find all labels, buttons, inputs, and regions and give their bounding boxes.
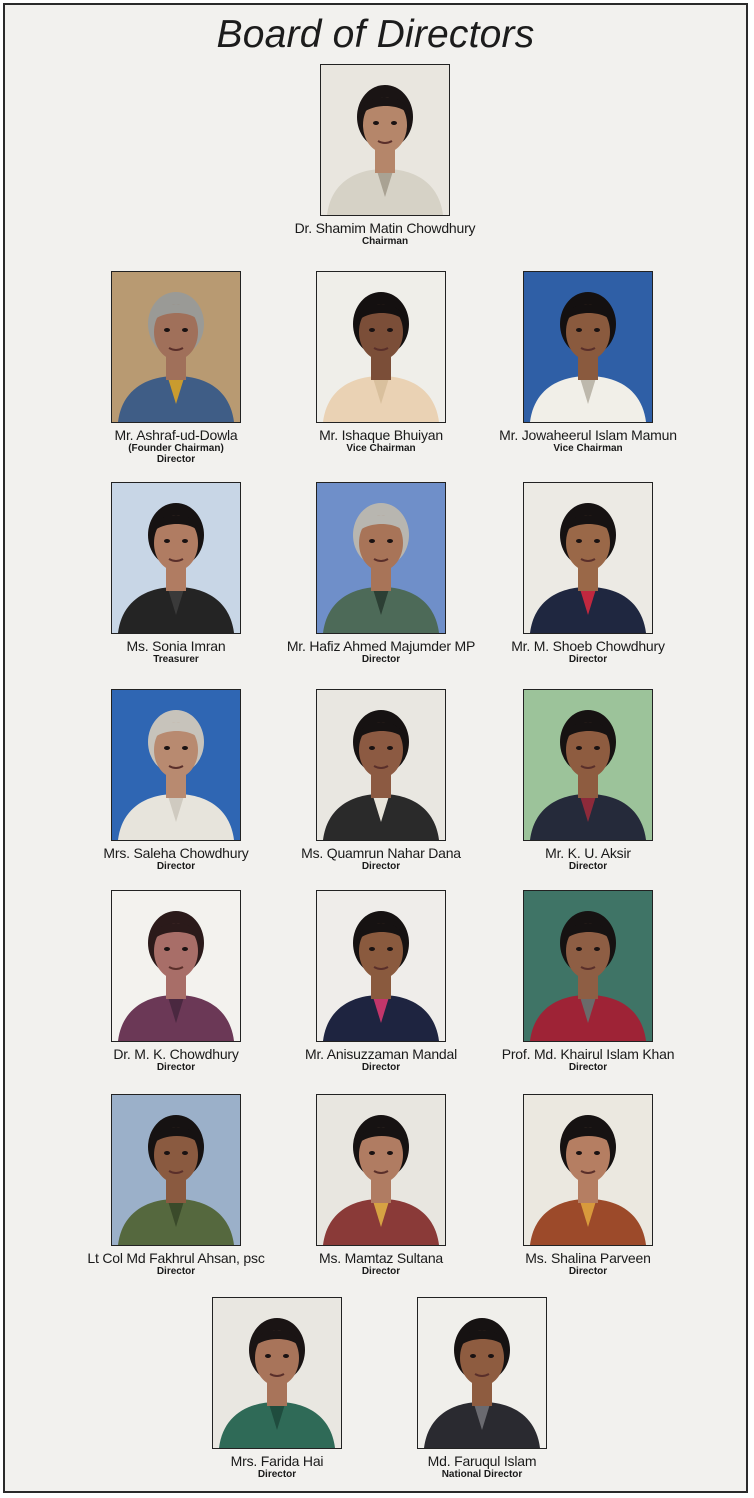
member-name: Mr. Ashraf-ud-Dowla (114, 427, 238, 443)
portrait-photo (111, 482, 241, 634)
member-card (463, 689, 713, 873)
portrait-photo (316, 890, 446, 1042)
member-name: Lt Col Md Fakhrul Ahsan, psc (87, 1250, 265, 1266)
member-role: Chairman (361, 236, 409, 247)
member-role: Director (257, 1469, 297, 1480)
member-name: Mrs. Farida Hai (230, 1453, 324, 1469)
member-name: Dr. Shamim Matin Chowdhury (294, 220, 476, 236)
member-role: Director (361, 1062, 401, 1073)
member-role: Director (156, 1062, 196, 1073)
portrait-photo (320, 64, 450, 216)
member-card (463, 890, 713, 1074)
portrait-image (418, 1298, 546, 1448)
portrait-photo (111, 271, 241, 423)
member-card (463, 1094, 713, 1278)
member-note: (Founder Chairman) (128, 443, 224, 454)
portrait-photo (523, 1094, 653, 1246)
portrait-image (317, 891, 445, 1041)
portrait-image (524, 690, 652, 840)
member-role: Vice Chairman (553, 443, 623, 454)
portrait-image (112, 1095, 240, 1245)
portrait-photo (111, 890, 241, 1042)
member-name: Prof. Md. Khairul Islam Khan (501, 1046, 675, 1062)
member-role: Director (156, 861, 196, 872)
portrait-image (317, 690, 445, 840)
portrait-photo (523, 689, 653, 841)
portrait-photo (316, 271, 446, 423)
member-role: Vice Chairman (346, 443, 416, 454)
portrait-image (524, 272, 652, 422)
member-role: Director (568, 1266, 608, 1277)
member-role: Treasurer (153, 654, 199, 665)
portrait-photo (417, 1297, 547, 1449)
member-card (357, 1297, 607, 1481)
portrait-image (112, 483, 240, 633)
member-role: Director (568, 654, 608, 665)
portrait-photo (523, 482, 653, 634)
portrait-photo (111, 689, 241, 841)
member-role: Director (568, 861, 608, 872)
portrait-image (524, 483, 652, 633)
member-role: Director (156, 1266, 196, 1277)
board-page (3, 3, 748, 1493)
member-role: Director (156, 454, 196, 465)
member-name: Mr. M. Shoeb Chowdhury (511, 638, 665, 654)
member-name: Mrs. Saleha Chowdhury (103, 845, 249, 861)
portrait-photo (316, 482, 446, 634)
portrait-photo (316, 1094, 446, 1246)
portrait-image (213, 1298, 341, 1448)
portrait-photo (523, 271, 653, 423)
member-role: National Director (441, 1469, 523, 1480)
portrait-image (317, 483, 445, 633)
portrait-image (321, 65, 449, 215)
member-name: Ms. Sonia Imran (126, 638, 226, 654)
portrait-photo (111, 1094, 241, 1246)
portrait-photo (316, 689, 446, 841)
portrait-photo (212, 1297, 342, 1449)
member-card (260, 64, 510, 248)
portrait-image (317, 272, 445, 422)
member-name: Mr. Jowaheerul Islam Mamun (499, 427, 677, 443)
portrait-image (524, 1095, 652, 1245)
member-role: Director (361, 654, 401, 665)
portrait-image (524, 891, 652, 1041)
member-name: Mr. Anisuzzaman Mandal (304, 1046, 457, 1062)
member-role: Director (361, 861, 401, 872)
member-name: Mr. Ishaque Bhuiyan (319, 427, 443, 443)
portrait-image (112, 272, 240, 422)
portrait-image (112, 690, 240, 840)
member-name: Mr. K. U. Aksir (545, 845, 631, 861)
member-name: Dr. M. K. Chowdhury (113, 1046, 239, 1062)
member-role: Director (361, 1266, 401, 1277)
member-name: Ms. Shalina Parveen (525, 1250, 651, 1266)
member-name: Ms. Quamrun Nahar Dana (301, 845, 461, 861)
member-name: Ms. Mamtaz Sultana (319, 1250, 443, 1266)
portrait-photo (523, 890, 653, 1042)
portrait-image (112, 891, 240, 1041)
member-name: Md. Faruqul Islam (427, 1453, 537, 1469)
page-title: Board of Directors (216, 13, 535, 56)
member-card (463, 271, 713, 455)
member-card (463, 482, 713, 666)
member-role: Director (568, 1062, 608, 1073)
member-name: Mr. Hafiz Ahmed Majumder MP (286, 638, 476, 654)
portrait-image (317, 1095, 445, 1245)
